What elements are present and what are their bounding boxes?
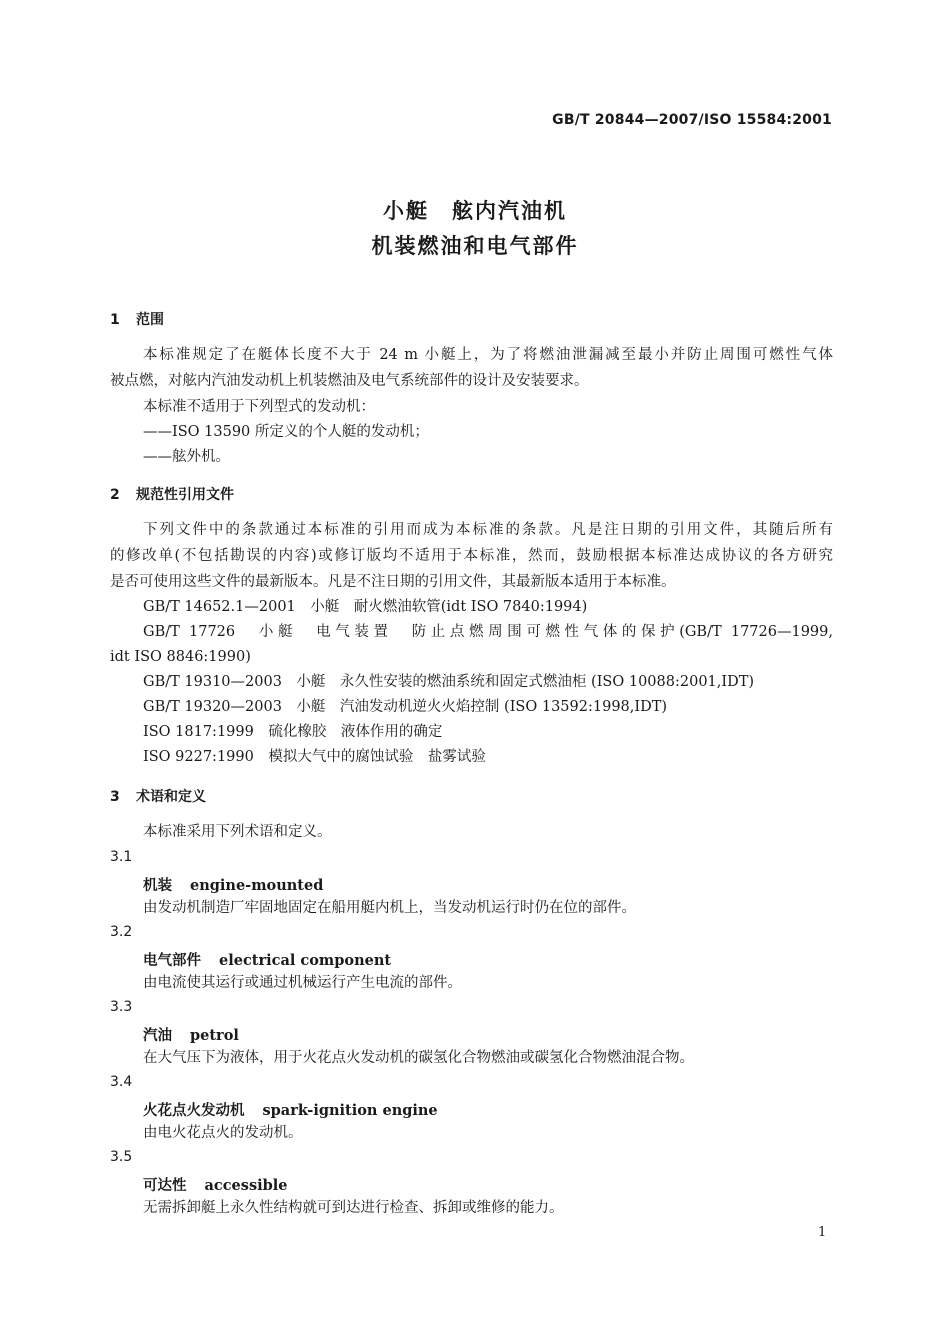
term-definition: 由电流使其运行或通过机械运行产生电流的部件。: [143, 975, 462, 991]
term-en: electrical component: [219, 952, 392, 969]
section-heading-normative-references: [110, 484, 234, 504]
term-zh: 电气部件: [143, 953, 201, 969]
list-item: ——ISO 13590 所定义的个人艇的发动机；: [143, 424, 429, 440]
clause-number: 3.3: [110, 999, 133, 1015]
term-entry: [143, 949, 391, 970]
document-title-line1: 小艇 舷内汽油机: [383, 199, 567, 223]
term-definition: 无需拆卸艇上永久性结构就可到达进行检查、拆卸或维修的能力。: [143, 1200, 564, 1216]
reference-item: ISO 1817:1999 硫化橡胶 液体作用的确定: [143, 724, 443, 740]
paragraph: 的修改单(不包括勘误的内容)或修订版均不适用于本标准，然而，鼓励根据本标准达成协议的各方研究: [110, 548, 833, 564]
standard-code: GB/T 20844—2007/ISO 15584:2001: [552, 112, 832, 128]
section-number: 2: [110, 487, 120, 503]
term-en: accessible: [204, 1177, 288, 1194]
reference-item: GB/T 14652.1—2001 小艇 耐火燃油软管(idt ISO 7840:1994): [143, 599, 588, 615]
document-title-line2: 机装燃油和电气部件: [371, 234, 579, 258]
section-heading-scope: [110, 309, 164, 329]
section-heading-terms: [110, 786, 206, 806]
term-zh: 可达性: [143, 1178, 187, 1194]
clause-number: 3.2: [110, 924, 133, 940]
term-en: spark-ignition engine: [262, 1102, 438, 1119]
term-entry: [143, 1024, 239, 1045]
term-zh: 汽油: [143, 1028, 172, 1044]
paragraph: 本标准采用下列术语和定义。: [143, 824, 332, 840]
clause-number: 3.4: [110, 1074, 133, 1090]
clause-number: 3.1: [110, 849, 133, 865]
term-entry: [143, 1099, 438, 1120]
term-en: engine-mounted: [190, 877, 324, 894]
clause-number: 3.5: [110, 1149, 133, 1165]
section-title: 范围: [136, 312, 164, 328]
paragraph: 本标准不适用于下列型式的发动机：: [143, 399, 375, 415]
section-title: 术语和定义: [136, 789, 206, 805]
term-zh: 火花点火发动机: [143, 1103, 245, 1119]
term-definition: 由电火花点火的发动机。: [143, 1125, 303, 1141]
reference-item-continued: idt ISO 8846:1990): [110, 649, 251, 665]
paragraph: 被点燃，对舷内汽油发动机上机装燃油及电气系统部件的设计及安装要求。: [110, 373, 589, 389]
reference-item: GB/T 19320—2003 小艇 汽油发动机逆火火焰控制 (ISO 13592:1998,IDT): [143, 699, 668, 715]
page-number: 1: [818, 1225, 827, 1240]
paragraph: 下列文件中的条款通过本标准的引用而成为本标准的条款。凡是注日期的引用文件，其随后所有: [143, 522, 833, 538]
reference-item: ISO 9227:1990 模拟大气中的腐蚀试验 盐雾试验: [143, 749, 486, 765]
section-number: 3: [110, 789, 120, 805]
term-definition: 由发动机制造厂牢固地固定在船用艇内机上，当发动机运行时仍在位的部件。: [143, 900, 636, 916]
term-zh: 机装: [143, 878, 172, 894]
term-entry: [143, 874, 323, 895]
reference-item: GB/T 19310—2003 小艇 永久性安装的燃油系统和固定式燃油柜 (ISO 10088:2001,IDT): [143, 674, 755, 690]
section-number: 1: [110, 312, 120, 328]
paragraph: 本标准规定了在艇体长度不大于 24 m 小艇上，为了将燃油泄漏减至最小并防止周围可燃性气体: [143, 347, 833, 363]
section-title: 规范性引用文件: [136, 487, 234, 503]
term-en: petrol: [190, 1027, 239, 1044]
paragraph: 是否可使用这些文件的最新版本。凡是不注日期的引用文件，其最新版本适用于本标准。: [110, 574, 676, 590]
reference-item: GB/T 17726 小艇 电气装置 防止点燃周围可燃性气体的保护(GB/T 17726—1999,: [143, 624, 833, 640]
term-entry: [143, 1174, 288, 1195]
list-item: ——舷外机。: [143, 449, 230, 465]
term-definition: 在大气压下为液体，用于火花点火发动机的碳氢化合物燃油或碳氢化合物燃油混合物。: [143, 1050, 694, 1066]
